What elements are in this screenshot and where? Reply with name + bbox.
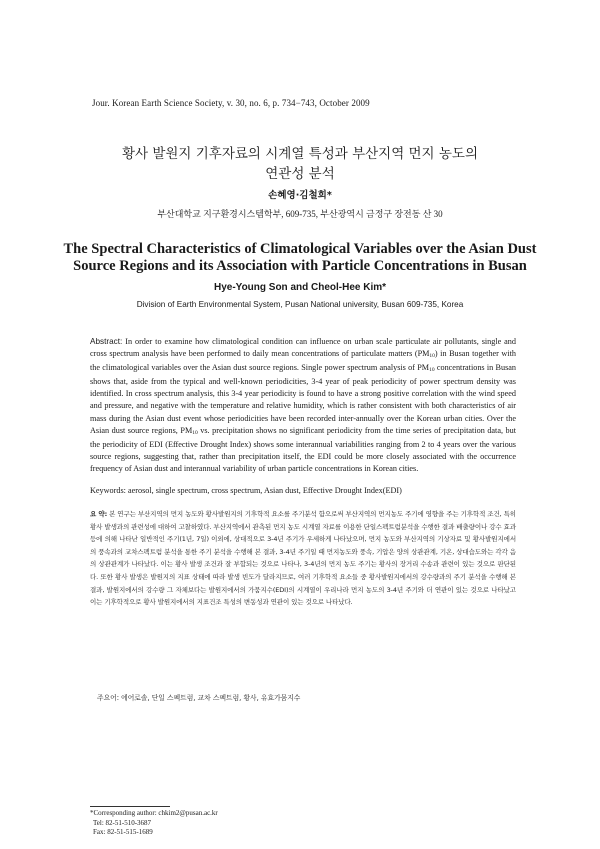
english-title: [40, 241, 560, 275]
korean-title-line1: 황사 발원지 기후자료의 시계열 특성과 부산지역 먼지 농도의: [121, 146, 479, 162]
english-keywords: Keywords: aerosol, single spectrum, cross spectrum, Asian dust, Effective Drought Index(EDI): [90, 486, 402, 495]
korean-abstract-label: 요 약:: [90, 510, 108, 518]
english-affiliation: Division of Earth Environmental System, Pusan National university, Busan 609-735, Korea: [136, 300, 464, 309]
abstract-text-1: In order to examine how climatological condition can influence on urban scale particulate air pollutants, single and cross spectrum analysis have been performed to daily mean concentrations of particulate matters (PM: [90, 337, 516, 359]
abstract-text-2: ) in Busan together with the climatological variables over the Asian dust source regions. Single power spectrum analysis of PM: [90, 349, 516, 373]
korean-abstract: [90, 508, 516, 609]
corresponding-author: *Corresponding author: chkim2@pusan.ac.kr: [90, 809, 218, 817]
journal-citation: Jour. Korean Earth Science Society, v. 30, no. 6, p. 734−743, October 2009: [92, 98, 370, 108]
korean-title: [60, 144, 540, 184]
abstract-subscript-1: 10: [429, 353, 435, 360]
korean-keywords: 주요어: 에어로솔, 단일 스펙트럼, 교차 스펙트럼, 황사, 유효가뭄지수: [97, 694, 301, 702]
footnotes: [90, 809, 218, 838]
korean-affiliation: 부산대학교 지구환경시스템학부, 609-735, 부산광역시 금정구 장전동 산 30: [157, 209, 443, 219]
abstract-text-4: vs. precipitation shows no significant periodicity from the time series of precipitation data, but the periodicity of EDI (Effective Drought Index) shows some interannual variabilities ranging from 2 to 4 years over the various source regions, suggesting that, rather than precipitation itself, the EDI could be more closely associated with the occurrence frequency of Asian dust and interannual variability of urban particle concentrations in Korean cities.: [90, 425, 516, 473]
korean-abstract-text: 본 연구는 부산지역의 먼지 농도와 황사발원지의 기후학적 요소를 주기분석 함으로써 부산지역의 먼지농도 주기에 영향을 주는 기후학적 조건, 특히 황사 발생과의 관련성에 대하여 고찰하였다. 부산지역에서 관측된 먼지 농도 시계열 자료를 이용한 단일스펙트럼분석을 수행한 결과 배출량이나 강수 효과 등에 의해 나타난 일반적인 주기(1년, 7일) 이외에, 상대적으로 3-4년 주기가 우세하게 나타났으며, 먼지 농도와 부산지역의 기상자료 및 황사발원지에서의 풍속과의 교차스펙트럼 분석을 통한 주기 분석을 수행해 본 결과, 3-4년 주기일 때 먼지농도와 풍속, 기압은 양의 상관관계, 기온, 상대습도와는 각각 음의 상관관계가 나타났다. 이는 황사 발생 조건과 잘 부합되는 것으로 나타나, 3-4년의 먼지 농도 주기는 황사의 장거리 수송과 관련이 있는 것으로 판단된다. 또한 황사 발생은 발원지의 지표 상태에 따라 발생 빈도가 달라지므로, 여러 기후학적 요소들 중 황사발원지에서의 강수량과의 주기 분석을 수행해 본 결과, 발원지에서의 강수량 그 자체보다는 발원지에서의 가뭄지수(EDI)의 시계열이 우리나라 먼지 농도의 3-4년 주기와 더 연관이 있는 것으로 나타났고 이는 기후학적으로 황사 발원지에서의 지표건조 특성의 변동성과 연관이 있는 것으로 나타났다.: [90, 510, 516, 607]
abstract-subscript-2: 10: [429, 367, 435, 374]
english-authors: Hye-Young Son and Cheol-Hee Kim*: [213, 282, 387, 293]
english-title-line1: The Spectral Characteristics of Climatological Variables over the Asian Dust: [63, 241, 537, 257]
telephone: Tel: 82-51-510-3687: [93, 818, 152, 827]
abstract-subscript-3: 10: [192, 429, 198, 436]
footnote-divider: [90, 806, 170, 807]
english-title-line2: Source Regions and its Association with Particle Concentrations in Busan: [73, 258, 527, 274]
korean-authors: 손혜영·김철희*: [268, 190, 332, 201]
fax: Fax: 82-51-515-1689: [93, 828, 153, 837]
abstract-label: Abstract:: [90, 337, 123, 346]
abstract-text-3: concentrations in Busan shows that, aside from the typical and well-known periodicities, 3-4 year of peak periodicity of power spectrum density was identified. In cross spectrum analysis, this 3-4 year periodicity is found to have a strong positive correlation with the wind speed and pressure, and negative with the temperature and relative humidity, which is rather consistent with both characteristics of air mass during the Asian dust event whose periodicities have been recorded inter-annually over the Korean urban cities. Over the Asian dust source regions, PM: [90, 363, 516, 435]
english-abstract: [90, 336, 516, 475]
korean-title-line2: 연관성 분석: [265, 166, 335, 182]
